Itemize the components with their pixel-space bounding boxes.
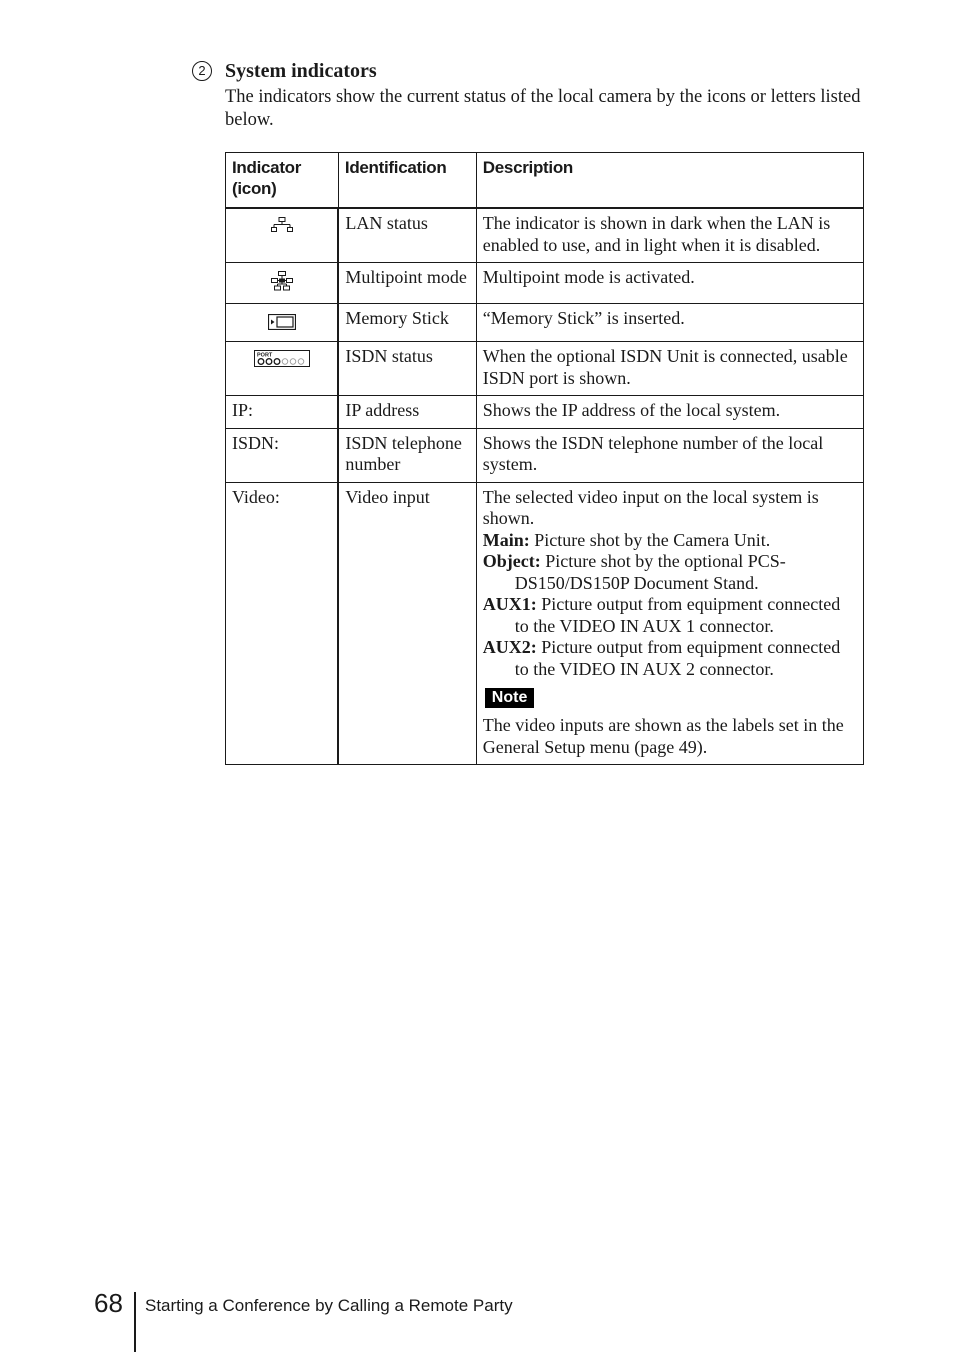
- section-title: System indicators: [225, 60, 377, 82]
- description-cell: Shows the IP address of the local system.: [476, 396, 863, 429]
- video-input-item: [483, 530, 857, 552]
- isdn-port-label: PORT: [256, 352, 272, 359]
- table-row: [226, 342, 864, 396]
- header-description: Description: [476, 153, 863, 209]
- item-term: AUX1:: [482, 594, 537, 614]
- item-text: Picture shot by the Camera Unit.: [534, 529, 771, 550]
- item-term: Object:: [482, 551, 541, 571]
- indicator-cell: ISDN:: [226, 428, 339, 482]
- memory-stick-icon: [268, 314, 296, 336]
- section-number: 2: [192, 61, 212, 81]
- description-cell: Shows the ISDN telephone number of the local system.: [476, 428, 863, 482]
- indicator-cell: IP:: [226, 396, 339, 429]
- indicator-cell: [226, 208, 339, 263]
- table-row: [226, 482, 864, 765]
- lan-status-icon: [271, 217, 293, 239]
- table-row: [226, 208, 864, 263]
- description-cell: The indicator is shown in dark when the LAN is enabled to use, and in light when it is disabled.: [476, 208, 863, 263]
- identification-cell: ISDN telephone number: [338, 428, 476, 482]
- indicator-cell: [226, 303, 339, 342]
- identification-cell: Memory Stick: [338, 303, 476, 342]
- identification-cell: IP address: [338, 396, 476, 429]
- description-cell: When the optional ISDN Unit is connected, usable ISDN port is shown.: [476, 342, 863, 396]
- indicator-cell: [226, 263, 339, 304]
- indicator-cell: Video:: [226, 482, 339, 765]
- table-row: [226, 303, 864, 342]
- description-text: The selected video input on the local system is shown.: [482, 486, 819, 528]
- video-input-item: [483, 637, 857, 680]
- indicator-cell: [226, 342, 339, 396]
- item-text: Picture output from equipment connected to the VIDEO IN AUX 1 connector.: [514, 594, 841, 636]
- description-cell: “Memory Stick” is inserted.: [476, 303, 863, 342]
- item-term: AUX2:: [482, 637, 537, 657]
- description-cell: Multipoint mode is activated.: [476, 263, 863, 304]
- section-intro: The indicators show the current status of the local camera by the icons or letters listed below.: [225, 87, 861, 130]
- table-row: [226, 263, 864, 304]
- item-text: Picture output from equipment connected to the VIDEO IN AUX 2 connector.: [514, 637, 841, 679]
- page-number: 68: [94, 1288, 123, 1318]
- isdn-port-icon: [254, 350, 310, 374]
- footer-chapter-title: Starting a Conference by Calling a Remote Party: [145, 1296, 513, 1315]
- section-heading: [192, 58, 872, 84]
- table-row: [226, 428, 864, 482]
- system-indicators-section: [192, 58, 872, 132]
- note-badge: Note: [485, 688, 535, 708]
- footer-divider: [134, 1292, 136, 1352]
- item-text: Picture shot by the optional PCS-DS150/DS150P Document Stand.: [514, 551, 786, 593]
- description-cell: [476, 482, 863, 765]
- identification-cell: Multipoint mode: [338, 263, 476, 304]
- identification-cell: LAN status: [338, 208, 476, 263]
- identification-cell: ISDN status: [338, 342, 476, 396]
- multipoint-mode-icon: [271, 271, 293, 297]
- video-input-item: [483, 594, 857, 637]
- identification-cell: Video input: [338, 482, 476, 765]
- table-header-row: [226, 153, 864, 209]
- header-indicator: Indicator (icon): [226, 153, 339, 209]
- indicator-table: [225, 152, 864, 765]
- header-identification: Identification: [338, 153, 476, 209]
- note-text: The video inputs are shown as the labels set in the General Setup menu (page 49).: [482, 715, 844, 757]
- item-term: Main:: [482, 529, 530, 550]
- table-row: [226, 396, 864, 429]
- video-input-item: [483, 551, 857, 594]
